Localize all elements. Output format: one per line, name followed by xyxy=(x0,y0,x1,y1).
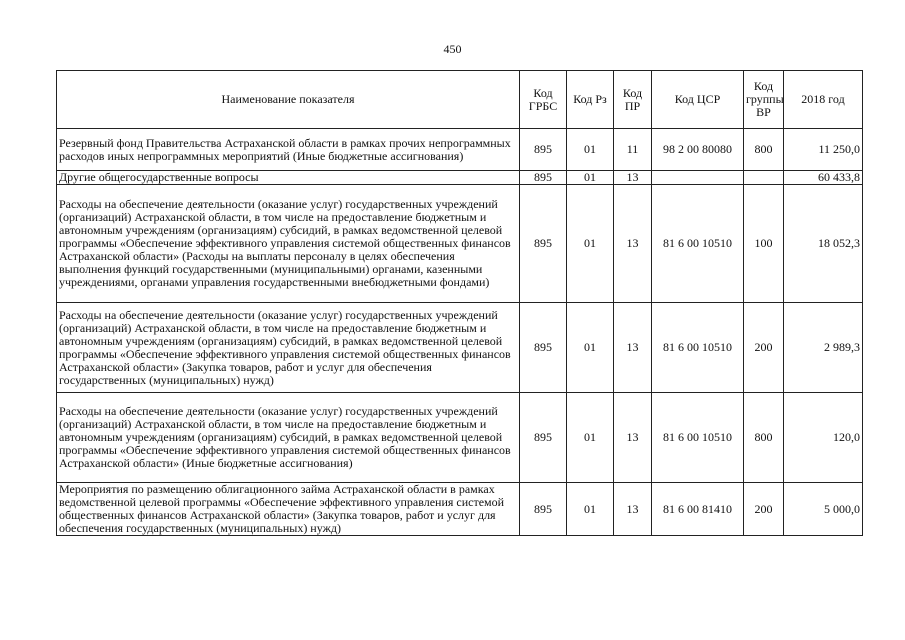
cell-grbs: 895 xyxy=(520,303,567,393)
header-pr: Код ПР xyxy=(614,71,652,129)
cell-amount: 60 433,8 xyxy=(784,171,863,185)
header-name: Наименование показателя xyxy=(57,71,520,129)
cell-grbs: 895 xyxy=(520,483,567,536)
cell-rz: 01 xyxy=(567,129,614,171)
budget-table xyxy=(56,70,863,536)
cell-name: Другие общегосударственные вопросы xyxy=(57,171,520,185)
cell-amount: 5 000,0 xyxy=(784,483,863,536)
table-row xyxy=(57,185,863,303)
table-row xyxy=(57,303,863,393)
cell-name: Расходы на обеспечение деятельности (оказание услуг) государственных учреждений (организаций) Астраханской области, в том числе на предоставление бюджетным и автономным учреждениям (организациям) субсидий, в рамках ведомственной целевой программы «Обеспечение эффективного управления системой общественных финансов Астраханской области» (Закупка товаров, работ и услуг для обеспечения государственных (муниципальных) нужд) xyxy=(57,303,520,393)
table-row xyxy=(57,171,863,185)
cell-amount: 11 250,0 xyxy=(784,129,863,171)
cell-vr: 800 xyxy=(744,393,784,483)
cell-csr: 81 6 00 81410 xyxy=(652,483,744,536)
cell-pr: 13 xyxy=(614,171,652,185)
header-rz: Код Рз xyxy=(567,71,614,129)
cell-vr: 100 xyxy=(744,185,784,303)
cell-grbs: 895 xyxy=(520,185,567,303)
cell-csr: 98 2 00 80080 xyxy=(652,129,744,171)
cell-pr: 13 xyxy=(614,303,652,393)
table-row xyxy=(57,129,863,171)
cell-vr: 200 xyxy=(744,303,784,393)
cell-rz: 01 xyxy=(567,483,614,536)
table-row xyxy=(57,393,863,483)
cell-vr xyxy=(744,171,784,185)
cell-grbs: 895 xyxy=(520,129,567,171)
header-csr: Код ЦСР xyxy=(652,71,744,129)
cell-rz: 01 xyxy=(567,393,614,483)
cell-name: Резервный фонд Правительства Астраханской области в рамках прочих непрограммных расходов иных непрограммных мероприятий (Иные бюджетные ассигнования) xyxy=(57,129,520,171)
cell-amount: 2 989,3 xyxy=(784,303,863,393)
cell-csr: 81 6 00 10510 xyxy=(652,185,744,303)
cell-grbs: 895 xyxy=(520,393,567,483)
header-vr: Код группы ВР xyxy=(744,71,784,129)
cell-rz: 01 xyxy=(567,185,614,303)
header-grbs: Код ГРБС xyxy=(520,71,567,129)
cell-csr: 81 6 00 10510 xyxy=(652,393,744,483)
cell-name: Мероприятия по размещению облигационного займа Астраханской области в рамках ведомственной целевой программы «Обеспечение эффективного управления системой общественных финансов Астраханской области» (Закупка товаров, работ и услуг для обеспечения государственных (муниципальных) нужд) xyxy=(57,483,520,536)
header-year: 2018 год xyxy=(784,71,863,129)
cell-vr: 800 xyxy=(744,129,784,171)
cell-amount: 120,0 xyxy=(784,393,863,483)
cell-name: Расходы на обеспечение деятельности (оказание услуг) государственных учреждений (организаций) Астраханской области, в том числе на предоставление бюджетным и автономным учреждениям (организациям) субсидий, в рамках ведомственной целевой программы «Обеспечение эффективного управления системой общественных финансов Астраханской области» (Иные бюджетные ассигнования) xyxy=(57,393,520,483)
cell-rz: 01 xyxy=(567,303,614,393)
cell-name: Расходы на обеспечение деятельности (оказание услуг) государственных учреждений (организаций) Астраханской области, в том числе на предоставление бюджетным и автономным учреждениям (организациям) субсидий, в рамках ведомственной целевой программы «Обеспечение эффективного управления системой общественных финансов Астраханской области» (Расходы на выплаты персоналу в целях обеспечения выполнения функций государственными (муниципальными) органами, казенными учреждениями, органами управления государственными внебюджетными фондами) xyxy=(57,185,520,303)
cell-rz: 01 xyxy=(567,171,614,185)
page-number: 450 xyxy=(443,42,462,56)
cell-pr: 13 xyxy=(614,185,652,303)
cell-csr: 81 6 00 10510 xyxy=(652,303,744,393)
cell-csr xyxy=(652,171,744,185)
cell-pr: 13 xyxy=(614,483,652,536)
cell-grbs: 895 xyxy=(520,171,567,185)
cell-amount: 18 052,3 xyxy=(784,185,863,303)
table-header-row xyxy=(57,71,863,129)
cell-vr: 200 xyxy=(744,483,784,536)
cell-pr: 11 xyxy=(614,129,652,171)
cell-pr: 13 xyxy=(614,393,652,483)
table-row xyxy=(57,483,863,536)
